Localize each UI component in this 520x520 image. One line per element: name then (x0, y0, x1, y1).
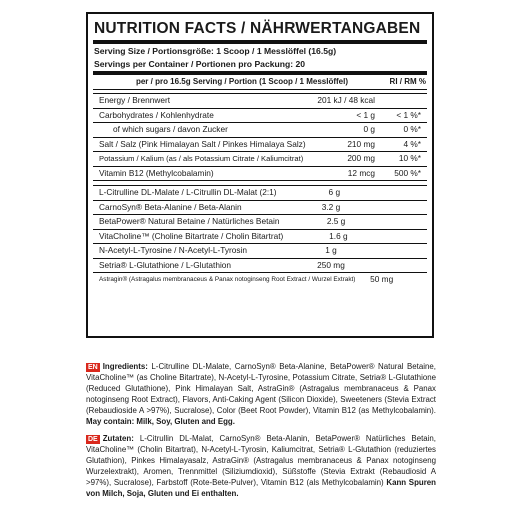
nutrient-row: Vitamin B12 (Methylcobalamin) 12 mcg 500 %* (93, 167, 427, 182)
active-row: BetaPower® Natural Betaine / Natürliches Betain 2.5 g (93, 215, 427, 230)
ingredients-text: L-Citrullin DL-Malat, CarnoSyn® Beta-Alanin, BetaPower® Natürliches Betain, VitaCholine™ (Cholin Bitartrat), N-Acetyl-L-Tyrosin, Kaliumcitrat, Setria® L-Glutathion (reduziertes Glutathion), Pinkes Himalayasalz, AstraGin® (Astragalus membranaceus & Panax notoginseng Wurzelextrakt), Aromen, Trennmittel (Siliziumdioxid), Süßstoffe (Stevia Extrakt (Rebaudiosid A >97%), Sucralose), Farbstoff (Rote-Bete-Pulver), Vitamin B12 (als Methylcobalamin) (86, 434, 436, 487)
flag-de: DE (88, 436, 98, 443)
active-row: Astragin® (Astragalus membranaceus & Panax notoginseng Root Extract / Wurzel Extrakt) 50 mg (99, 274, 394, 284)
column-header (88, 75, 432, 89)
nutrient-row: Carbohydrates / Kohlenhydrate < 1 g < 1 %* (93, 109, 427, 124)
panel-title: NUTRITION FACTS / NÄHRWERTANGABEN (94, 20, 421, 37)
active-row: CarnoSyn® Beta-Alanine / Beta-Alanin 3.2 g (93, 201, 427, 216)
servings-per-container: Servings per Container / Portionen pro Packung: 20 (94, 58, 306, 69)
ingredients-heading: Ingredients: (102, 362, 148, 371)
ri-header: RI / RM % (389, 77, 426, 86)
nutrient-row: Energy / Brennwert 201 kJ / 48 kcal (93, 94, 427, 109)
active-row: VitaCholine™ (Choline Bitartrate / Cholin Bitartrat) 1.6 g (93, 230, 427, 245)
active-row: L-Citrulline DL-Malate / L-Citrullin DL-Malat (2:1) 6 g (93, 186, 427, 201)
nutrient-row: Salt / Salz (Pink Himalayan Salt / Pinkes Himalaya Salz) 210 mg 4 %* (93, 138, 427, 153)
nutrient-row: Potassium / Kalium (as / als Potassium Citrate / Kaliumcitrat) 200 mg 10 %* (93, 152, 427, 167)
allergen-note: Kann Spuren von Milch, Soja, Gluten und Ei enthalten. (86, 477, 436, 498)
ingredients-de (86, 434, 436, 499)
flag-en: EN (88, 364, 98, 371)
nutrient-row: of which sugars / davon Zucker 0 g 0 %* (93, 123, 427, 138)
ingredients-heading: Zutaten: (102, 434, 134, 443)
ingredients-en (86, 362, 436, 427)
nutrition-facts-panel (86, 12, 434, 338)
allergen-note: May contain: Milk, Soy, Gluten and Egg. (86, 416, 235, 426)
serving-size: Serving Size / Portionsgröße: 1 Scoop / 1 Messlöffel (16.5g) (94, 46, 337, 56)
per-serving-header: per / pro 16.5g Serving / Portion (1 Scoop / 1 Messlöffel) (135, 77, 348, 86)
ingredients-text: L-Citrulline DL-Malate, CarnoSyn® Beta-Alanine, BetaPower® Natural Betaine, VitaCholine™ (as Choline Bitartrate), N-Acetyl-L-Tyrosine, Potassium Citrate, Setria® L-Glutathione (Reduced Glutathione), Pink Himalayan Salt, AstraGin® (Astragalus membranaceus & Panax notoginseng Root Extract), Flavors, Anti-Caking Agent (Silicon Dioxide), Sweeteners (Stevia Extract (Rebaudioside A >97%), Sucralose), Color (Beet Root Powder), Vitamin B12 (as Methylcobalamin). (86, 362, 436, 415)
nutrient-table (93, 93, 427, 287)
active-row: Setria® L-Glutathione / L-Glutathion 250 mg (93, 259, 427, 274)
active-row: N-Acetyl-L-Tyrosine / N-Acetyl-L-Tyrosin 1 g (93, 244, 427, 259)
